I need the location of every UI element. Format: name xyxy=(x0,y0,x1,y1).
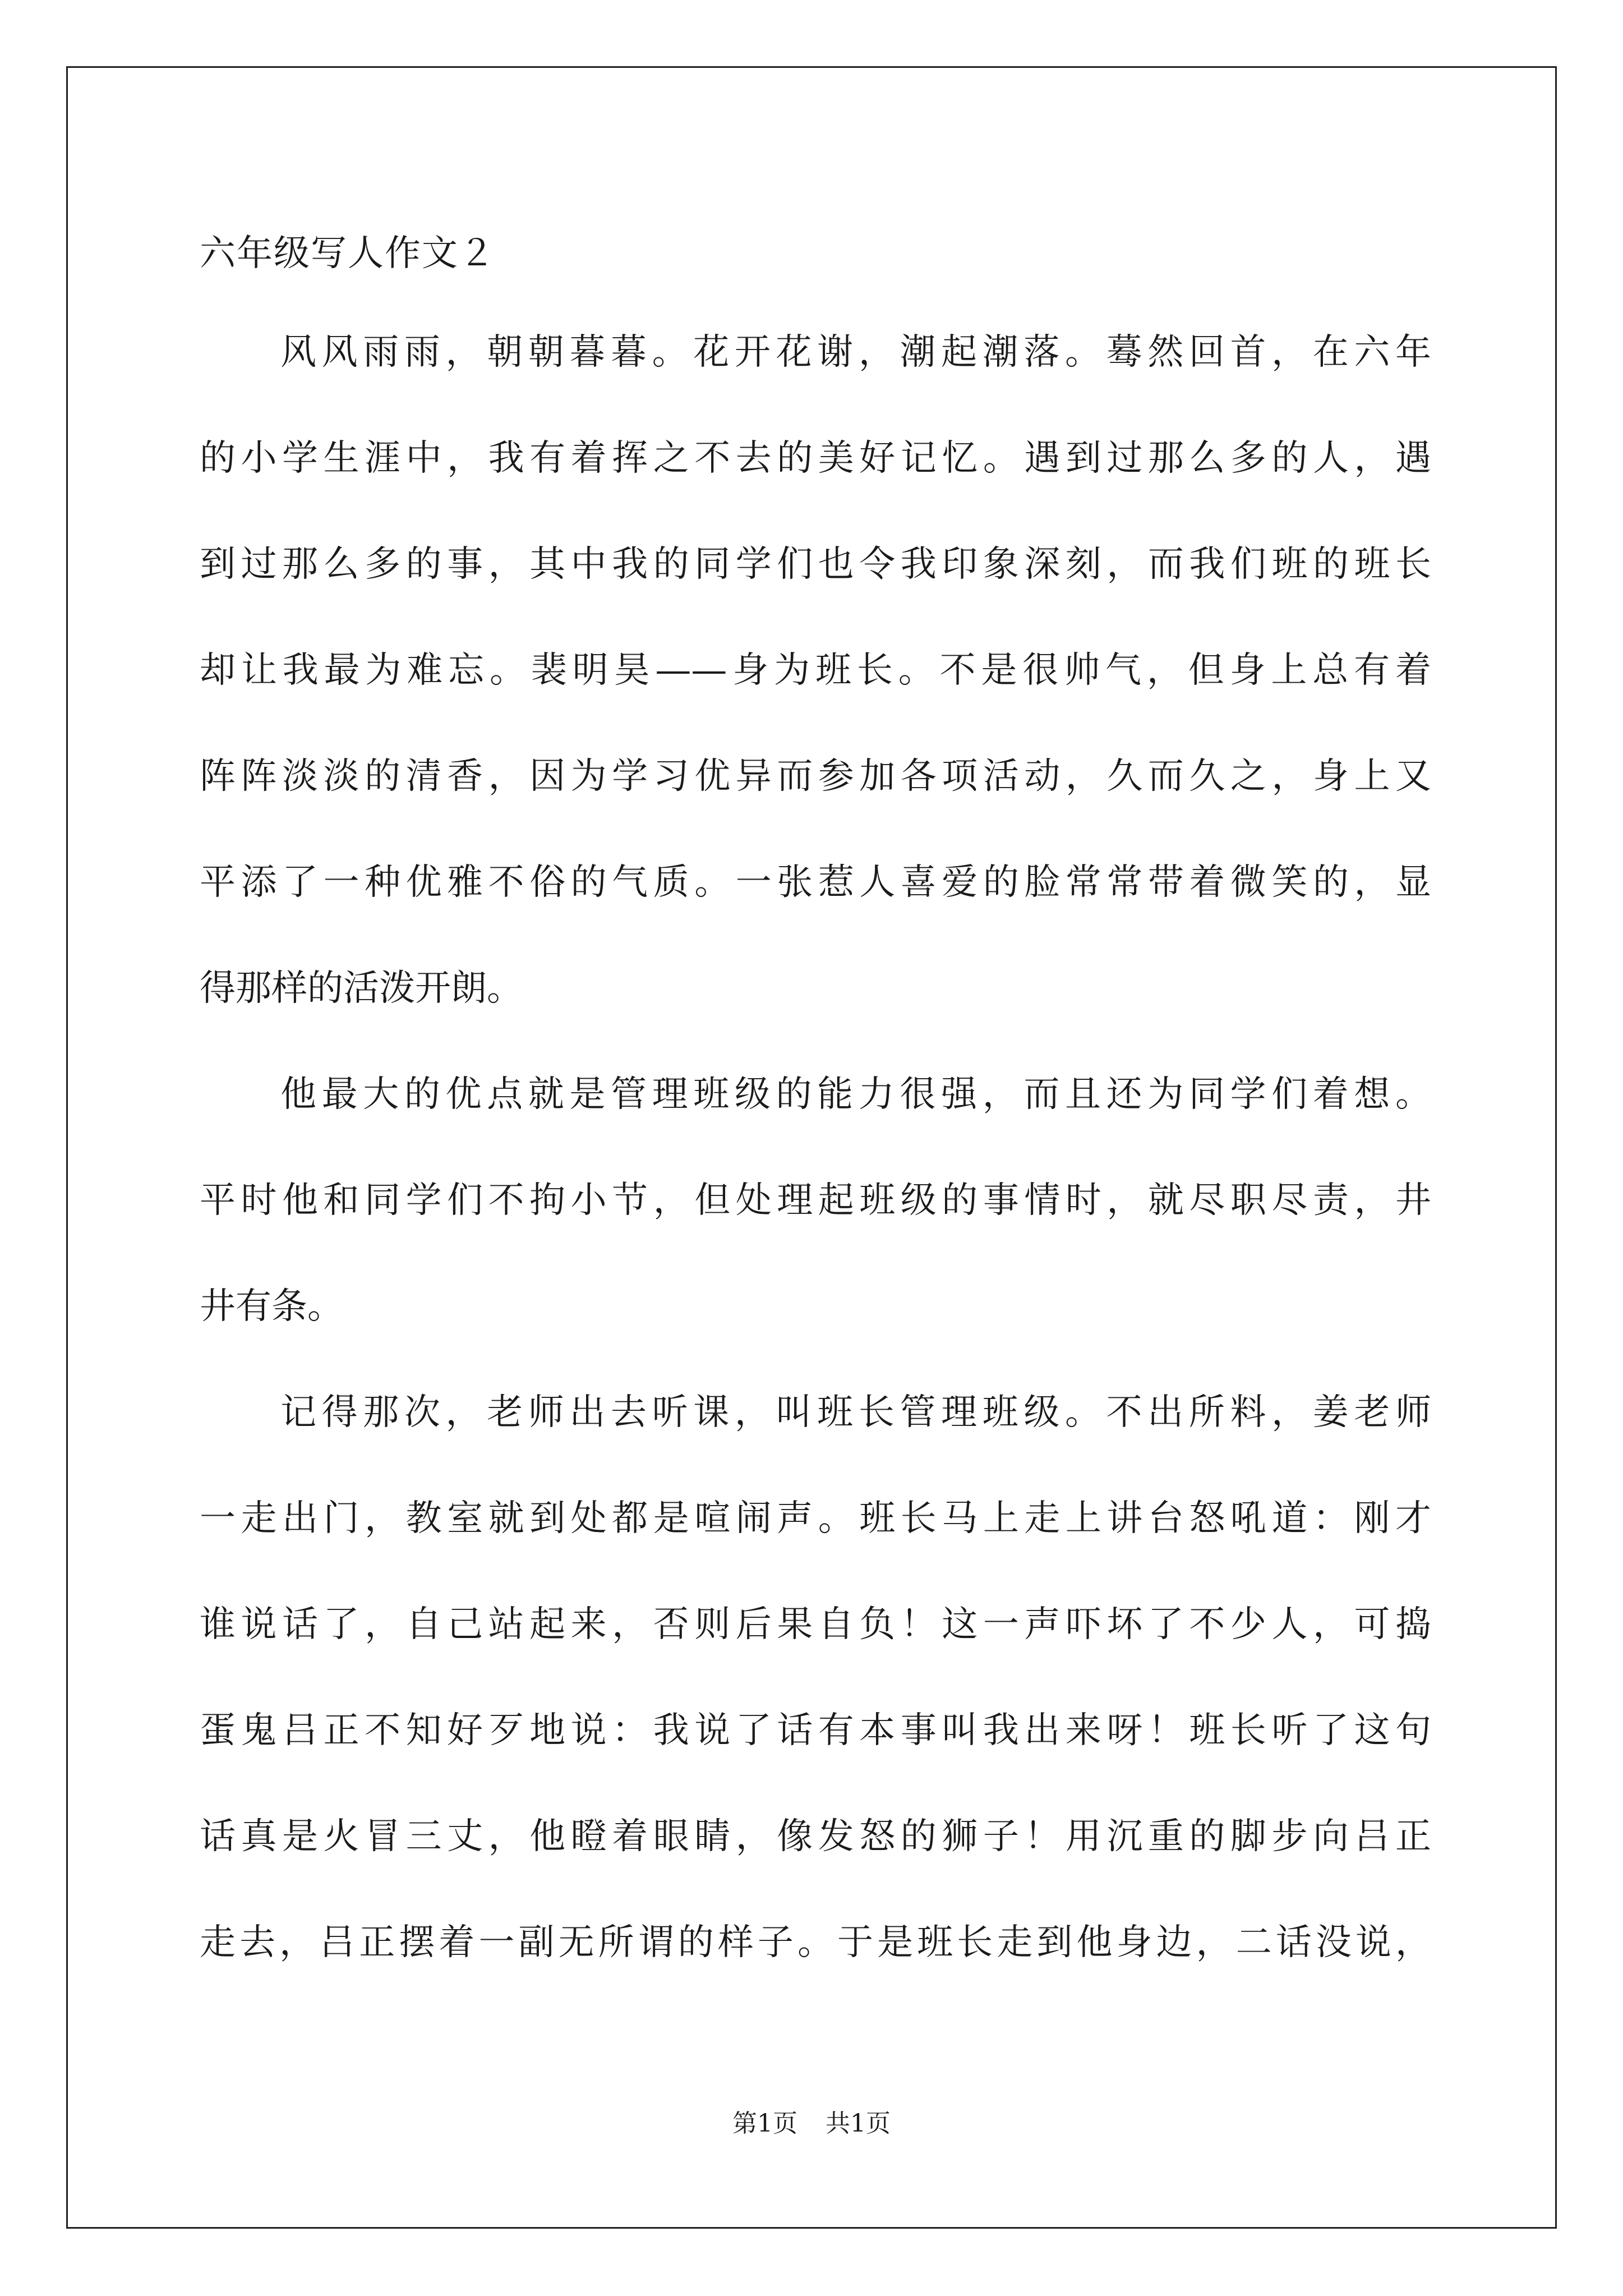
document-title: 六年级写人作文２ xyxy=(200,233,496,274)
page-footer xyxy=(0,2107,1623,2141)
paragraph-1-line-7: 得那样的活泼开朗。 xyxy=(200,968,523,1009)
paragraph-1-line-1: 风风雨雨，朝朝暮暮。花开花谢，潮起潮落。蓦然回首，在六年 xyxy=(280,332,1431,373)
paragraph-1-line-2: 的小学生涯中，我有着挥之不去的美好记忆。遇到过那么多的人，遇 xyxy=(200,438,1431,479)
paragraph-1-line-3: 到过那么多的事，其中我的同学们也令我印象深刻，而我们班的班长 xyxy=(200,544,1431,585)
paragraph-2-line-3: 井有条。 xyxy=(200,1286,343,1327)
paragraph-3-line-6: 走去，吕正摆着一副无所谓的样子。于是班长走到他身边，二话没说， xyxy=(200,1922,1431,1963)
paragraph-2-line-1: 他最大的优点就是管理班级的能力很强，而且还为同学们着想。 xyxy=(280,1074,1431,1115)
paragraph-3-line-4: 蛋鬼吕正不知好歹地说：我说了话有本事叫我出来呀！班长听了这句 xyxy=(200,1710,1431,1751)
paragraph-1-line-4: 却让我最为难忘。裴明昊——身为班长。不是很帅气，但身上总有着 xyxy=(200,650,1431,691)
paragraph-1-line-5: 阵阵淡淡的清香，因为学习优异而参加各项活动，久而久之，身上又 xyxy=(200,756,1431,797)
paragraph-3-line-5: 话真是火冒三丈，他瞪着眼睛，像发怒的狮子！用沉重的脚步向吕正 xyxy=(200,1816,1431,1857)
paragraph-3-line-1: 记得那次，老师出去听课，叫班长管理班级。不出所料，姜老师 xyxy=(280,1392,1431,1433)
page-number-current: 第1页 xyxy=(732,2109,797,2138)
paragraph-1-line-6: 平添了一种优雅不俗的气质。一张惹人喜爱的脸常常带着微笑的，显 xyxy=(200,862,1431,903)
page-border xyxy=(66,66,1557,2229)
paragraph-2-line-2: 平时他和同学们不拘小节，但处理起班级的事情时，就尽职尽责，井 xyxy=(200,1180,1431,1221)
paragraph-3-line-3: 谁说话了，自己站起来，否则后果自负！这一声吓坏了不少人，可捣 xyxy=(200,1604,1431,1645)
paragraph-3-line-2: 一走出门，教室就到处都是喧闹声。班长马上走上讲台怒吼道：刚才 xyxy=(200,1498,1431,1539)
page-number-total: 共1页 xyxy=(826,2109,891,2138)
